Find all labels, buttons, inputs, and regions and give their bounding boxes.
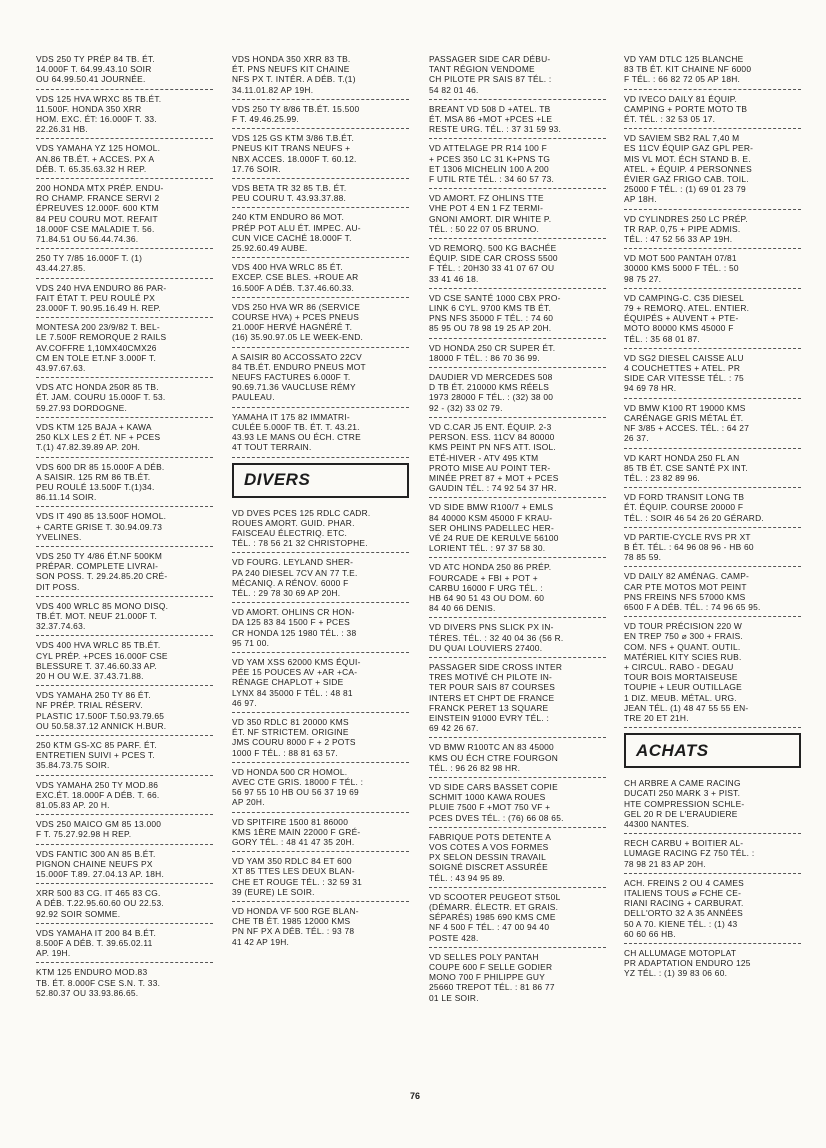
classified-ad: VD SCOOTER PEUGEOT ST50L (DÉMARR. ÉLECTR. ET GRAIS. SÉPARÉS) 1985 690 KMS CME NF 4 500 F TÉL. : 47 00 94 40 POSTE 428. (429, 892, 606, 948)
classified-ad: VD CYLINDRES 250 LC PRÉP. TR RAP. 0,75 + PIPE ADMIS. TÉL. : 47 52 56 33 AP 19H. (624, 214, 801, 250)
classified-ad: VD DVES PCES 125 RDLC CADR. ROUES AMORT. GUID. PHAR. FAISCEAU ÉLECTRIQ. ETC. TÉL. : 78 56 21 32 CHRISTOPHE. (232, 508, 409, 554)
classified-ad: VDS YAMAHA 250 TY 86 ÉT. NF PRÉP. TRIAL RÉSERV. PLASTIC 17.500F T.50.93.79.65 OU 50.58.37.12 ANNICK H.BUR. (36, 690, 213, 736)
classified-ad: VDS ATC HONDA 250R 85 TB. ÉT. JAM. COURU 15.000F T. 53. 59.27.93 DORDOGNE. (36, 382, 213, 418)
classified-ad: VD IVECO DAILY 81 ÉQUIP. CAMPING + PORTE MOTO TB ÉT. TÉL. : 32 53 05 17. (624, 94, 801, 130)
classified-ad: VD SPITFIRE 1500 81 86000 KMS 1ÈRE MAIN 22000 F GRÉ- GORY TÉL. : 48 41 47 35 20H. (232, 817, 409, 853)
classified-ad: VD YAM DTLC 125 BLANCHE 83 TB ÉT. KIT CHAINE NF 6000 F TÉL. : 66 82 72 05 AP 18H. (624, 54, 801, 90)
classified-ad: VDS 250 TY 8/86 TB.ÉT. 15.500 F T. 49.46.25.99. (232, 104, 409, 129)
classified-ad: 250 KTM GS-XC 85 PARF. ÉT. ENTRETIEN SUIVI + PCES T. 35.84.73.75 SOIR. (36, 740, 213, 776)
classified-ad: VDS 125 HVA WRXC 85 TB.ÉT. 11.500F. HONDA 350 XRR HOM. EXC. ÉT: 16.000F T. 33. 22.26.31 HB. (36, 94, 213, 140)
classified-ad: VD PARTIE-CYCLE RVS PR XT B ÉT. TÉL. : 64 96 08 96 - HB 60 78 85 59. (624, 532, 801, 568)
classified-ad: VDS 250 HVA WR 86 (SERVICE COURSE HVA) + PCES PNEUS 21.000F HERVÉ HAGNÉRÉ T. (16) 35.90.97.05 LE WEEK-END. (232, 302, 409, 348)
classified-ad: VD DAILY 82 AMÉNAG. CAMP- CAR PTE MOTOS MOT PEINT PNS FREINS NFS 57000 KMS 6500 F A DÉB. TÉL. : 74 96 65 95. (624, 571, 801, 617)
column-3 (429, 54, 606, 1011)
classified-ad: RECH CARBU + BOITIER AL- LUMAGE RACING FZ 750 TÉL. : 78 98 21 83 AP 20H. (624, 838, 801, 874)
section-header-divers: DIVERS (232, 463, 409, 498)
classified-ad: VD ATTELAGE PR R14 100 F + PCES 350 LC 31 K+PNS TG ET 1306 MICHELIN 100 A 200 F UTIL RTE TÉL. : 34 60 57 73. (429, 143, 606, 189)
classified-ad: VDS 250 MAICO GM 85 13.000 F T. 75.27.92.98 H REP. (36, 819, 213, 844)
classified-ad: VD FOURG. LEYLAND SHER- PA 240 DIESEL 7CV AN 77 T.E. MÉCANIQ. A RÉNOV. 6000 F TÉL. : 29 78 30 69 AP 20H. (232, 557, 409, 603)
classified-ad: VD AMORT. FZ OHLINS TTE VHE POT 4 EN 1 FZ TERMI- GNONI AMORT. DIR WHITE P. TÉL. : 50 22 07 05 BRUNO. (429, 193, 606, 239)
classified-ad: VD KART HONDA 250 FL AN 85 TB ÉT. CSE SANTÉ PX INT. TÉL. : 23 82 89 96. (624, 453, 801, 489)
classified-ad: VD C.CAR J5 ENT. ÉQUIP. 2-3 PERSON. ESS. 11CV 84 80000 KMS PEINT PN NFS ATT. ISOL. ETÉ-HIVER - ATV 495 KTM PROTO MISE AU POINT TER- MINÉE PRET 87 + MOT + PCES GAUDIN TÉL. : 74 92 54 37 HR. (429, 422, 606, 498)
classified-ad: VD TOUR PRÉCISION 220 W EN TREP 750 ⌀ 300 + FRAIS. COM. NFS + QUANT. OUTIL. MATÉRIEL KITY SCIES RUB. + CIRCUL. RABO - DEGAU TOUR BOIS MORTAISEUSE TOUPIE + LEUR OUTILLAGE 1 DIZ. MEUB. MÉTAL. URG. JEAN TÉL. (1) 48 47 55 55 EN- TRE 20 ET 21H. (624, 621, 801, 728)
classified-ad: VD HONDA 500 CR HOMOL. AVEC CTE GRIS. 18000 F TÉL. : 56 97 55 10 HB OU 56 37 19 69 AP 20H. (232, 767, 409, 813)
classified-ad: VD MOT 500 PANTAH 07/81 30000 KMS 5000 F TÉL. : 50 98 75 27. (624, 253, 801, 289)
classified-ad: VDS 400 HVA WRLC 85 TB.ÉT. CYL PRÉP. +PCES 16.000F CSE BLESSURE T. 37.46.60.33 AP. 20 H OU W.E. 37.43.71.88. (36, 640, 213, 686)
classified-ad: PASSAGER SIDE CAR DÉBU- TANT RÉGION VENDOME CH PILOTE PR SAIS 87 TÉL. : 54 82 01 46. (429, 54, 606, 100)
classified-ad: VD SIDE BMW R100/7 + EMLS 84 40000 KSM 45000 F KRAU- SER OHLINS PADELLEC HER- VÉ 24 RUE DE KERULVE 56100 LORIENT TÉL. : 97 37 58 30. (429, 502, 606, 558)
classified-ad: VD BMW K100 RT 19000 KMS CARÉNAGE GRIS MÉTAL ÉT. NF 3/85 + ACCES. TÉL. : 64 27 26 37. (624, 403, 801, 449)
classified-ad: VDS 400 HVA WRLC 85 ÉT. EXCEP. CSE BLES. +ROUE AR 16.500F A DÉB. T.37.46.60.33. (232, 262, 409, 298)
classified-ad: PASSAGER SIDE CROSS INTER TRES MOTIVÉ CH PILOTE IN- TER POUR SAIS 87 COURSES INTERS ET CHPT DE FRANCE FRANCK PERET 13 SQUARE EINSTEIN 91000 EVRY TÉL. : 69 42 26 67. (429, 662, 606, 738)
classified-ad: YAMAHA IT 175 82 IMMATRI- CULÉE 5.000F TB. ÉT. T. 43.21. 43.93 LE MANS OU ÉCH. CTRE 4T TOUT TERRAIN. (232, 412, 409, 458)
classified-ad: VD FORD TRANSIT LONG TB ÉT. ÉQUIP. COURSE 20000 F TÉL. : SOIR 46 54 26 20 GÉRARD. (624, 492, 801, 528)
classified-ad: VDS 400 WRLC 85 MONO DISQ. TB.ÉT. MOT. NEUF 21.000F T. 32.37.74.63. (36, 601, 213, 637)
classified-ad: VDS YAMAHA IT 200 84 B.ÉT. 8.500F A DÉB. T. 39.65.02.11 AP. 19H. (36, 928, 213, 964)
classified-ad: VDS 240 HVA ENDURO 86 PAR- FAIT ÉTAT T. PEU ROULÉ PX 23.000F T. 90.95.16.49 H. REP. (36, 283, 213, 319)
classified-ad: VD SIDE CARS BASSET COPIE SCHMIT 1000 KAWA ROUES PLUIE 7500 F +MOT 750 VF + PCES DVES TÉL. : (76) 66 08 65. (429, 782, 606, 828)
classified-ad: VD YAM 350 RDLC 84 ET 600 XT 85 TTES LES DEUX BLAN- CHE ET ROUGE TÉL. : 32 59 31 39 (EURE) LE SOIR. (232, 856, 409, 902)
classified-ad: A SAISIR 80 ACCOSSATO 22CV 84 TB.ÉT. ENDURO PNEUS MOT NEUFS FACTURES 6.000F T. 90.69.71.36 VAUCLUSE RÉMY PAULEAU. (232, 352, 409, 408)
classified-ad: VD ATC HONDA 250 86 PRÉP. FOURCADE + FBI + POT + CARBU 16000 F URG TÉL. : HB 64 90 51 43 OU DOM. 60 84 40 66 DENIS. (429, 562, 606, 618)
classified-ad: VDS 250 TY 4/86 ÉT.NF 500KM PRÉPAR. COMPLETE LIVRAI- SON POSS. T. 29.24.85.20 CRÉ- DIT POSS. (36, 551, 213, 597)
classified-ad: 240 KTM ENDURO 86 MOT. PRÉP POT ALU ÉT. IMPEC. AU- CUN VICE CACHÉ 18.000F T. 25.92.60.49 AUBE. (232, 212, 409, 258)
page-number: 76 (409, 1091, 420, 1101)
classified-ad: VDS KTM 125 BAJA + KAWA 250 KLX LES 2 ÉT. NF + PCES T.(1) 47.82.39.89 AP. 20H. (36, 422, 213, 458)
classified-ad: VD HONDA 250 CR SUPER ÉT. 18000 F TÉL. : 86 70 36 99. (429, 343, 606, 368)
classified-ad: VDS HONDA 350 XRR 83 TB. ÉT. PNS NEUFS KIT CHAINE NFS PX T. INTÉR. A DÉB. T.(1) 34.11.01.82 AP 19H. (232, 54, 409, 100)
classified-ad: VD AMORT. OHLINS CR HON- DA 125 83 84 1500 F + PCES CR HONDA 125 1980 TÉL. : 38 95 71 00. (232, 607, 409, 653)
classified-ad: VD 350 RDLC 81 20000 KMS ÉT. NF STRICTEM. ORIGINE JMS COURU 8000 F + 2 POTS 1000 F TÉL. : 88 81 63 57. (232, 717, 409, 763)
classified-ad: KTM 125 ENDURO MOD.83 TB. ÉT. 8.000F CSE S.N. T. 33. 52.80.37 OU 33.93.86.65. (36, 967, 161, 998)
classified-ad: 250 TY 7/85 16.000F T. (1) 43.44.27.85. (36, 253, 213, 278)
classified-ad: FABRIQUE POTS DETENTE A VOS COTES A VOS FORMES PX SELON DESSIN TRAVAIL SOIGNÉ DISCRET ASSURÉE TÉL. : 43 94 95 89. (429, 832, 606, 888)
section-header-achats: ACHATS (624, 733, 801, 768)
classified-ad: CH ALLUMAGE MOTOPLAT PR ADAPTATION ENDURO 125 YZ TÉL. : (1) 39 83 06 60. (624, 948, 751, 979)
classified-ad: VDS BETA TR 32 85 T.B. ÉT. PEU COURU T. 43.93.37.88. (232, 183, 409, 208)
classified-ad: VD SELLES POLY PANTAH COUPE 600 F SELLE GODIER MONO 700 F PHILIPPE GUY 25660 TREPOT TÉL. : 81 86 77 01 LE SOIR. (429, 951, 555, 1003)
classified-ad: VDS 600 DR 85 15.000F A DÉB. A SAISIR. 125 RM 86 TB.ÉT. PEU ROULÉ 13.500F T.(1)34. 86.11.14 SOIR. (36, 462, 213, 508)
classified-ad: DAUDIER VD MERCEDES 508 D TB ÉT. 210000 KMS RÉELS 1973 28000 F TÉL. : (32) 38 00 92 - (32) 33 02 79. (429, 372, 606, 418)
classified-ad: VDS IT 490 85 13.500F HOMOL. + CARTE GRISE T. 30.94.09.73 YVELINES. (36, 511, 213, 547)
column-2 (232, 54, 409, 955)
classified-ad: VD SAVIEM SB2 RAL 7,40 M ES 11CV ÉQUIP GAZ GPL PER- MIS VL MOT. ÉCH STAND B. E. ATEL. + ÉQUIP. 4 PERSONNES ÉVIER GAZ FRIGO CAB. TOIL. 25000 F TÉL. : (1) 69 01 23 79 AP 18H. (624, 133, 801, 209)
classified-ad: BREANT VD 508 D +ATEL. TB ÉT. MSA 86 +MOT +PCES +LE RESTE URG. TÉL. : 37 31 59 93. (429, 104, 606, 140)
classified-ad: VDS YAMAHA 250 TY MOD.86 EXC.ÉT. 18.000F A DÉB. T. 66. 81.05.83 AP. 20 H. (36, 780, 213, 816)
classified-ad: VD SG2 DIESEL CAISSE ALU 4 COUCHETTES + ATEL. PR SIDE CAR VITESSE TÉL. : 75 94 69 78 HR. (624, 353, 801, 399)
classified-ad: VD CSE SANTÉ 1000 CBX PRO- LINK 6 CYL. 9700 KMS TB ÉT. PNS NFS 35000 F TÉL. : 74 60 85 95 OU 78 98 19 25 AP 20H. (429, 293, 606, 339)
classified-ad: VDS FANTIC 300 AN 85 B.ÉT. PIGNON CHAINE NEUFS PX 15.000F T.89. 27.04.13 AP. 18H. (36, 849, 213, 885)
classified-ad: VD YAM XSS 62000 KMS ÉQUI- PÉE 15 POUCES AV +AR +CA- RÉNAGE CHAPLOT + SIDE LYNX 84 35000 F TÉL. : 48 81 46 97. (232, 657, 409, 713)
column-1 (36, 54, 213, 1006)
classified-ad: VDS YAMAHA YZ 125 HOMOL. AN.86 TB.ÉT. + ACCES. PX A DÉB. T. 65.35.63.32 H REP. (36, 143, 213, 179)
classified-ad: VD CAMPING-C. C35 DIESEL 79 + REMORQ. ATEL. ENTIER. ÉQUIPÉS + AUVENT + PTE- MOTO 80000 KMS 45000 F TÉL. : 35 68 01 87. (624, 293, 801, 349)
classified-ad: CH ARBRE A CAME RACING DUCATI 250 MARK 3 + PIST. HTE COMPRESSION SCHLE- GEL 20 R DE L'ERAUDIERE 44300 NANTES. (624, 778, 801, 834)
classified-ad: VD DIVERS PNS SLICK PX IN- TÉRES. TÉL. : 32 40 04 36 (56 R. DU QUAI LOUVIERS 27400. (429, 622, 606, 658)
classified-ad: VDS 125 GS KTM 3/86 T.B.ÉT. PNEUS KIT TRANS NEUFS + NBX ACCES. 18.000F T. 60.12. 17.76 SOIR. (232, 133, 409, 179)
classified-ad: XRR 500 83 CG. IT 465 83 CG. A DÉB. T.22.95.60.60 OU 22.53. 92.92 SOIR SOMME. (36, 888, 213, 924)
classified-ad: VD HONDA VF 500 RGE BLAN- CHE TB ÉT. 1985 12000 KMS PN NF PX A DÉB. TÉL. : 93 78 41 42 AP 19H. (232, 906, 359, 947)
classified-ad: VD REMORQ. 500 KG BACHÉE ÉQUIP. SIDE CAR CROSS 5500 F TÉL. : 20H30 33 41 07 67 OU 33 41 46 18. (429, 243, 606, 289)
classified-ad: VDS 250 TY PRÉP 84 TB. ÉT. 14.000F T. 64.99.43.10 SOIR OU 64.99.50.41 JOURNÉE. (36, 54, 213, 90)
classified-ad: VD BMW R100TC AN 83 45000 KMS OU ÉCH CTRE FOURGON TÉL. : 96 26 82 98 HR. (429, 742, 606, 778)
column-4 (624, 54, 801, 987)
classified-ad: 200 HONDA MTX PRÉP. ENDU- RO CHAMP. FRANCE SERVI 2 ÉPREUVES 12.000F. 600 KTM 84 PEU COURU MOT. REFAIT 18.000F CSE MALADIE T. 56. 71.84.51 OU 56.44.74.36. (36, 183, 213, 249)
classified-ad: MONTESA 200 23/9/82 T. BEL- LE 7.500F REMORQUE 2 RAILS AV.COFFRE 1,10MX40CMX26 CM EN TOLE ET.NF 3.000F T. 43.97.67.63. (36, 322, 213, 378)
classified-ad: ACH. FREINS 2 OU 4 CAMES ITALIENS TOUS ⌀ FCHE CE- RIANI RACING + CARBURAT. DELL'ORTO 32 A 35 ANNÉES 50 A 70. KIENE TÉL. : (1) 43 60 60 66 HB. (624, 878, 801, 944)
